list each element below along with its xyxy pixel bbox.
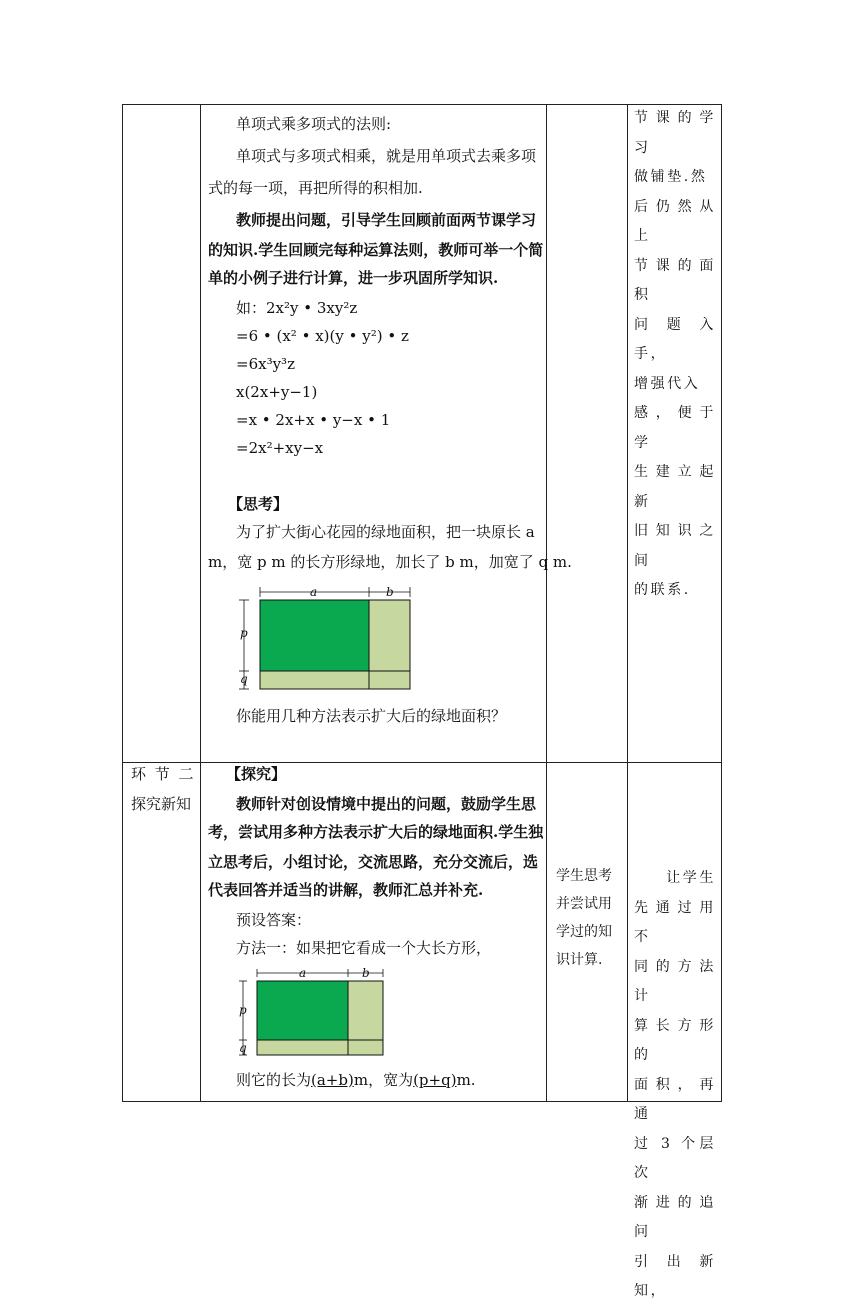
result-mid: m，宽为 — [353, 1071, 414, 1089]
note-line: 的联系. — [634, 582, 691, 598]
method-one: 方法一：如果把它看成一个大长方形， — [236, 939, 492, 957]
garden-figure-2 — [226, 964, 426, 1059]
original-area — [260, 600, 369, 671]
note-line: 节课的学习 — [634, 110, 716, 156]
label-a: a — [310, 585, 318, 599]
added-length-area — [348, 981, 383, 1040]
added-width-area — [257, 1040, 348, 1055]
col-divider-1 — [200, 104, 201, 1102]
explore-line-2: 考，尝试用多种方法表示扩大后的绿地面积.学生独 — [208, 823, 544, 841]
explore-line-3: 立思考后，小组讨论，交流思路，充分交流后，选 — [208, 853, 539, 871]
activity-line: 并尝试用 — [556, 896, 612, 912]
teacher-prompt-line-1: 教师提出问题，引导学生回顾前面两节课学习 — [236, 211, 537, 229]
note-line: 同的方法计 — [634, 958, 716, 1004]
note-line: 后仍然从上 — [634, 198, 716, 244]
example-line-6: =2x²+xy−x — [236, 439, 324, 457]
added-width-area — [260, 671, 369, 689]
preset-answer: 预设答案： — [236, 911, 312, 929]
note-line: 增强代入 — [634, 375, 701, 392]
label-p-2: p — [239, 1003, 247, 1017]
label-b-2: b — [362, 966, 370, 980]
explore-line-4: 代表回答并适当的讲解，教师汇总并补充. — [208, 881, 484, 899]
think-line-1: 为了扩大街心花园的绿地面积，把一块原长 a — [236, 523, 535, 541]
question: 你能用几种方法表示扩大后的绿地面积？ — [236, 707, 507, 725]
label-p: p — [240, 626, 248, 640]
label-q: q — [240, 672, 248, 686]
label-b: b — [386, 585, 394, 599]
added-corner-area — [369, 671, 410, 689]
result-width: (p+q) — [413, 1071, 457, 1089]
explore-line-1: 教师针对创设情境中提出的问题，鼓励学生思 — [236, 795, 537, 813]
teacher-prompt-line-3: 单的小例子进行计算，进一步巩固所学知识. — [208, 269, 499, 287]
activity-line: 学生思考 — [556, 868, 612, 884]
rule-title: 单项式乘多项式的法则: — [236, 115, 392, 133]
row1-note — [634, 104, 716, 606]
added-corner-area — [348, 1040, 383, 1055]
row2-note — [634, 864, 716, 1307]
result-prefix: 则它的长为 — [236, 1071, 312, 1089]
note-line: 让学生 — [666, 870, 716, 886]
original-area — [257, 981, 348, 1040]
example-line-5: =x • 2x+x • y−x • 1 — [236, 411, 391, 429]
col-divider-3 — [627, 104, 628, 1102]
note-line: 渐进的追问 — [634, 1194, 716, 1240]
garden-figure-1 — [228, 582, 428, 694]
row-divider — [122, 762, 722, 763]
added-length-area — [369, 600, 410, 671]
think-line-2: m，宽 p m 的长方形绿地，加长了 b m，加宽了 q m. — [208, 553, 572, 571]
explore-heading: 【探究】 — [226, 765, 287, 783]
note-line: 旧知识之间 — [634, 523, 716, 569]
label-q-2: q — [239, 1041, 247, 1055]
note-line: 先通过用不 — [634, 899, 716, 945]
activity-line: 识计算. — [556, 952, 603, 968]
example-line-3: =6x³y³z — [236, 355, 295, 373]
note-line: 过 3 个层次 — [634, 1135, 716, 1181]
col-divider-2 — [546, 104, 547, 1102]
note-line: 做铺垫.然 — [634, 169, 708, 185]
note-line: 算长方形的 — [634, 1017, 716, 1063]
student-activity — [556, 862, 624, 974]
note-line: 引出新知， — [634, 1253, 716, 1299]
rule-line-1: 单项式与多项式相乘，就是用单项式去乘多项 — [236, 147, 537, 165]
result-line — [236, 1070, 476, 1090]
note-line: 感，便于学 — [634, 405, 716, 451]
example-line-2: =6 • (x² • x)(y • y²) • z — [236, 327, 409, 345]
example-line-1: 如：2x²y • 3xy²z — [236, 299, 358, 317]
think-heading: 【思考】 — [228, 495, 289, 513]
note-line: 节课的面积 — [634, 257, 716, 303]
label-a-2: a — [299, 966, 307, 980]
example-line-4: x(2x+y−1) — [236, 383, 318, 401]
note-line: 面积，再通 — [634, 1076, 716, 1122]
result-length: (a+b) — [311, 1071, 354, 1089]
note-line: 问题入手， — [634, 316, 716, 362]
note-line: 生建立起新 — [634, 464, 716, 510]
section-label: 环 节 二 — [131, 765, 196, 783]
rule-line-2: 式的每一项，再把所得的积相加. — [208, 179, 423, 197]
result-suffix: m. — [456, 1071, 476, 1089]
activity-line: 学过的知 — [556, 924, 612, 940]
teacher-prompt-line-2: 的知识.学生回顾完每种运算法则，教师可举一个简 — [208, 241, 544, 259]
section-title: 探究新知 — [131, 795, 192, 813]
